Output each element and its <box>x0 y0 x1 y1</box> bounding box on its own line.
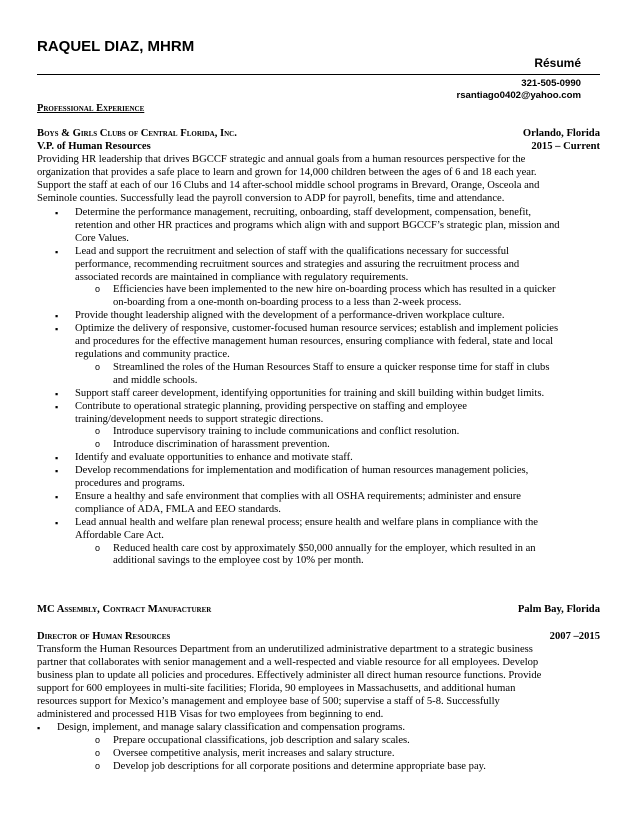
bullet-line: ▪ Lead annual health and welfare plan renewal process; ensure health and welfare plans in compliance with the <box>75 516 538 528</box>
summary-line: Providing HR leadership that drives BGCCF strategic and annual goals from a human resources perspective for the <box>37 154 526 165</box>
sub-bullet-item <box>37 748 600 761</box>
job-2-bullets <box>37 722 600 774</box>
summary-line: organization that provides a safe place to learn and grown for 14,000 children between the ages of 6 and 18 each year. <box>37 166 537 178</box>
bullet-item <box>19 722 600 735</box>
bullet-line: ▪ Support staff career development, identifying opportunities for training and skill building within budget limits. <box>75 387 545 399</box>
job-2-location: Palm Bay, Florida <box>517 604 600 615</box>
bullet-line: procedures and programs. <box>75 478 185 490</box>
job-2-title-row <box>37 631 600 644</box>
job-2-org: MC Assembly, Contract Manufacturer <box>37 604 212 615</box>
summary-line: Transform the Human Resources Department from an underutilized administrative department to a strategic business <box>37 644 533 655</box>
job-2-dates: 2007 –2015 <box>549 631 600 642</box>
bullet-item <box>37 388 600 401</box>
job-1-bullets <box>37 207 600 568</box>
bullet-line: training/development needs to support strategic directions. <box>75 413 324 425</box>
sub-bullet-line: o Reduced health care cost by approximately $50,000 annually for the employer, which resulted in an <box>113 542 536 554</box>
candidate-name: RAQUEL DIAZ, MHRM <box>37 38 195 55</box>
bullet-item <box>37 323 600 362</box>
resume-label: Résumé <box>534 56 581 70</box>
bullet-line: Affordable Care Act. <box>75 529 164 541</box>
job-1-summary <box>37 154 600 206</box>
job-2-header <box>37 604 600 617</box>
bullet-item <box>37 452 600 465</box>
sub-bullet-line: o Streamlined the roles of the Human Resources Staff to ensure a quicker response time for staff in clubs <box>113 361 550 373</box>
sub-bullet-line: on-boarding from a one-month on-boarding process to a less than 2-week process. <box>113 297 462 309</box>
summary-line: support for 600 employees in multi-site facilities; Florida, 90 employees in Massachusetts, and additional human <box>37 682 516 694</box>
sub-bullet-item <box>37 284 600 310</box>
section-title-experience: Professional Experience <box>37 103 145 114</box>
bullet-line: retention and other HR practices and programs which align with and support BGCCF’s strategic plan, mission and <box>75 219 560 231</box>
job-2-summary <box>37 644 600 721</box>
bullet-item <box>37 465 600 491</box>
bullet-item <box>37 246 600 285</box>
bullet-line: ▪ Develop recommendations for implementation and modification of human resources management policies, <box>75 465 529 477</box>
sub-bullet-line: o Develop job descriptions for all corporate positions and determine appropriate base pay. <box>113 760 486 772</box>
contact-email: rsantiago0402@yahoo.com <box>456 90 581 101</box>
summary-line: resources support for Mexico’s management and employee base of 500; supervise a staff of 5-8. Successfully <box>37 695 500 707</box>
bullet-line: Core Values. <box>75 232 129 244</box>
bullet-line: ▪ Optimize the delivery of responsive, customer-focused human resource services; establish and implement policies <box>75 323 559 335</box>
bullet-item <box>37 401 600 427</box>
sub-bullet-line: o Efficiencies have been implemented to the new hire on-boarding process which has resulted in a quicker <box>113 284 556 296</box>
sub-bullet-item <box>37 439 600 452</box>
header-divider <box>37 74 600 75</box>
job-1-location: Orlando, Florida <box>522 128 600 139</box>
bullet-line: and procedures for the effective management human resources, ensuring compliance with federal, state and local <box>75 336 554 348</box>
bullet-line: associated records are maintained in compliance with regulatory requirements. <box>75 271 409 283</box>
job-1-dates: 2015 – Current <box>531 141 600 152</box>
sub-bullet-item <box>37 362 600 388</box>
sub-bullet-item <box>37 735 600 748</box>
summary-line: Support the staff at each of our 16 Clubs and 14 after-school middle school programs in Brevard, Orange, Osceola and <box>37 179 540 191</box>
sub-bullet-line: additional savings to the employee cost by 10% per month. <box>113 555 364 567</box>
job-1-title-row <box>37 141 600 154</box>
bullet-item <box>37 491 600 517</box>
job-1-org: Boys & Girls Clubs of Central Florida, Inc. <box>37 128 237 139</box>
bullet-item <box>37 310 600 323</box>
bullet-line: ▪ Provide thought leadership aligned with the development of a performance-driven workplace culture. <box>75 310 505 322</box>
job-2-title: Director of Human Resources <box>37 631 171 642</box>
bullet-line: ▪ Ensure a healthy and safe environment that complies with all OSHA requirements; administer and ensure <box>75 490 521 502</box>
bullet-line: regulations and community practice. <box>75 348 230 360</box>
bullet-item <box>37 517 600 543</box>
bullet-line: ▪ Identify and evaluate opportunities to enhance and motivate staff. <box>75 452 353 464</box>
sub-bullet-line: and middle schools. <box>113 374 198 386</box>
sub-bullet-line: o Prepare occupational classifications, job description and salary scales. <box>113 734 410 746</box>
bullet-item <box>37 207 600 246</box>
sub-bullet-line: o Oversee competitive analysis, merit increases and salary structure. <box>113 747 395 759</box>
bullet-line: ▪ Determine the performance management, recruiting, onboarding, staff development, compensation, benefit, <box>75 207 532 218</box>
sub-bullet-item <box>37 761 600 774</box>
sub-bullet-item <box>37 426 600 439</box>
summary-line: Seminole counties. Successfully lead the payroll conversion to ADP for payroll, benefits, time and attendance. <box>37 192 505 204</box>
bullet-line: compliance of ADA, FMLA and EEO standards. <box>75 503 281 515</box>
bullet-line: ▪ Design, implement, and manage salary classification and compensation programs. <box>57 722 406 733</box>
bullet-line: ▪ Lead and support the recruitment and selection of staff with the qualifications necessary for successful <box>75 245 510 257</box>
summary-line: partner that collaborates with senior management and a well-respected and viable resource for all employees. Develop <box>37 656 539 668</box>
job-1-title: V.P. of Human Resources <box>37 141 151 152</box>
contact-phone: 321-505-0990 <box>521 78 581 89</box>
summary-line: administered and processed H1B Visas for two employees from beginning to end. <box>37 708 384 720</box>
bullet-line: ▪ Contribute to operational strategic planning, providing perspective on staffing and employee <box>75 400 467 412</box>
sub-bullet-item <box>37 543 600 569</box>
job-1-header <box>37 128 600 141</box>
summary-line: business plan to update all policies and procedures. Effectively administer all direct human resource functions. Provide <box>37 669 542 681</box>
sub-bullet-line: o Introduce discrimination of harassment prevention. <box>113 439 330 451</box>
bullet-line: performance, recommending recruitment sources and strategies and assuring the recruitment process and <box>75 258 520 270</box>
sub-bullet-line: o Introduce supervisory training to include communications and conflict resolution. <box>113 426 460 438</box>
